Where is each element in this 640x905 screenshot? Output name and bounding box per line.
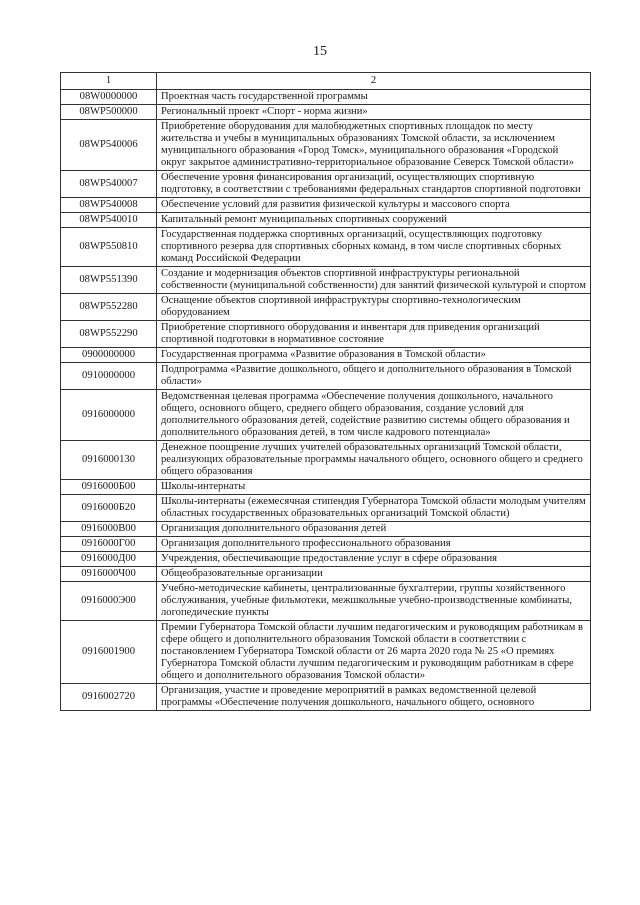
- table-row: [61, 552, 591, 567]
- row-description: Школы-интернаты (ежемесячная стипендия Губернатора Томской области молодым учителям областных государственных образовательных организаций Томской области): [157, 495, 591, 522]
- page-number: 15: [313, 44, 327, 59]
- row-code: 0916000В00: [61, 522, 157, 537]
- table-row: [61, 537, 591, 552]
- row-description: Организация, участие и проведение мероприятий в рамках ведомственной целевой программы «Обеспечение получения дошкольного, начального общего, основного: [157, 684, 591, 711]
- table-row: [61, 213, 591, 228]
- table-row: [61, 348, 591, 363]
- row-description: Создание и модернизация объектов спортивной инфраструктуры региональной собственности (муниципальной собственности) для занятий физической культурой и спортом: [157, 267, 591, 294]
- budget-code-table: [60, 72, 591, 711]
- row-code: 0916000130: [61, 441, 157, 480]
- row-description: Организация дополнительного профессионального образования: [157, 537, 591, 552]
- row-code: 0916000Ч00: [61, 567, 157, 582]
- row-code: 08WP550810: [61, 228, 157, 267]
- row-code: 08WP540006: [61, 120, 157, 171]
- table-row: [61, 441, 591, 480]
- row-description: Организация дополнительного образования детей: [157, 522, 591, 537]
- row-code: 08W0000000: [61, 90, 157, 105]
- row-description: Премии Губернатора Томской области лучшим педагогическим и руководящим работникам в сфере общего и дополнительного образования Томской области в соответствии с постановлением Губернатора Томской области от 26 марта 2020 года № 25 «О премиях Губернатора Томской области лучшим педагогическим и руководящим работникам в сфере общего и дополнительного образования Томской области»: [157, 621, 591, 684]
- column-header-code: 1: [61, 73, 157, 90]
- row-description: Подпрограмма «Развитие дошкольного, общего и дополнительного образования в Томской области»: [157, 363, 591, 390]
- row-description: Учебно-методические кабинеты, централизованные бухгалтерии, группы хозяйственного обслуживания, учебные фильмотеки, межшкольные учебно-производственные комбинаты, логопедические пункты: [157, 582, 591, 621]
- row-description: Приобретение спортивного оборудования и инвентаря для приведения организаций спортивной подготовки в нормативное состояние: [157, 321, 591, 348]
- row-description: Денежное поощрение лучших учителей образовательных организаций Томской области, реализующих образовательные программы начального общего, основного общего и среднего общего образования: [157, 441, 591, 480]
- row-description: Оснащение объектов спортивной инфраструктуры спортивно-технологическим оборудованием: [157, 294, 591, 321]
- row-description: Обеспечение уровня финансирования организаций, осуществляющих спортивную подготовку, в соответствии с требованиями федеральных стандартов спортивной подготовки: [157, 171, 591, 198]
- table-row: [61, 390, 591, 441]
- row-code: 08WP552290: [61, 321, 157, 348]
- row-description: Государственная программа «Развитие образования в Томской области»: [157, 348, 591, 363]
- row-description: Общеобразовательные организации: [157, 567, 591, 582]
- table-row: [61, 582, 591, 621]
- row-code: 08WP551390: [61, 267, 157, 294]
- table-row: [61, 228, 591, 267]
- table-row: [61, 480, 591, 495]
- row-description: Обеспечение условий для развития физической культуры и массового спорта: [157, 198, 591, 213]
- row-code: 0916000Б00: [61, 480, 157, 495]
- row-code: 0916000Г00: [61, 537, 157, 552]
- row-code: 0916002720: [61, 684, 157, 711]
- row-code: 0910000000: [61, 363, 157, 390]
- table-row: [61, 321, 591, 348]
- row-code: 08WP540010: [61, 213, 157, 228]
- row-code: 0900000000: [61, 348, 157, 363]
- table-row: [61, 267, 591, 294]
- table-row: [61, 120, 591, 171]
- row-code: 08WP500000: [61, 105, 157, 120]
- column-header-description: 2: [157, 73, 591, 90]
- row-description: Приобретение оборудования для малобюджетных спортивных площадок по месту жительства и учебы в муниципальных образованиях Томской области, за исключением муниципального образования «Город Томск», муниципального образования «Городской округ закрытое административно-территориальное образование Северск Томской области»: [157, 120, 591, 171]
- row-code: 08WP552280: [61, 294, 157, 321]
- table-body: [61, 90, 591, 711]
- row-description: Государственная поддержка спортивных организаций, осуществляющих подготовку спортивного резерва для спортивных сборных команд, в том числе спортивных сборных команд Российской Федерации: [157, 228, 591, 267]
- row-description: Капитальный ремонт муниципальных спортивных сооружений: [157, 213, 591, 228]
- row-description: Проектная часть государственной программы: [157, 90, 591, 105]
- row-code: 0916000Э00: [61, 582, 157, 621]
- table-row: [61, 363, 591, 390]
- row-code: 0916001900: [61, 621, 157, 684]
- table-row: [61, 90, 591, 105]
- table-row: [61, 621, 591, 684]
- row-code: 0916000Д00: [61, 552, 157, 567]
- table-row: [61, 198, 591, 213]
- table-row: [61, 567, 591, 582]
- table-header-row: [61, 73, 591, 90]
- row-description: Региональный проект «Спорт - норма жизни»: [157, 105, 591, 120]
- table-row: [61, 105, 591, 120]
- table-row: [61, 522, 591, 537]
- table-row: [61, 294, 591, 321]
- row-code: 08WP540008: [61, 198, 157, 213]
- table-row: [61, 684, 591, 711]
- row-code: 0916000Б20: [61, 495, 157, 522]
- row-code: 0916000000: [61, 390, 157, 441]
- row-description: Ведомственная целевая программа «Обеспечение получения дошкольного, начального общего, основного общего, среднего общего образования, создание условий для дополнительного образования детей, содействие развитию системы общего образования и дополнительного образования детей, в том числе кадрового потенциала»: [157, 390, 591, 441]
- row-code: 08WP540007: [61, 171, 157, 198]
- table-row: [61, 495, 591, 522]
- row-description: Учреждения, обеспечивающие предоставление услуг в сфере образования: [157, 552, 591, 567]
- table-row: [61, 171, 591, 198]
- row-description: Школы-интернаты: [157, 480, 591, 495]
